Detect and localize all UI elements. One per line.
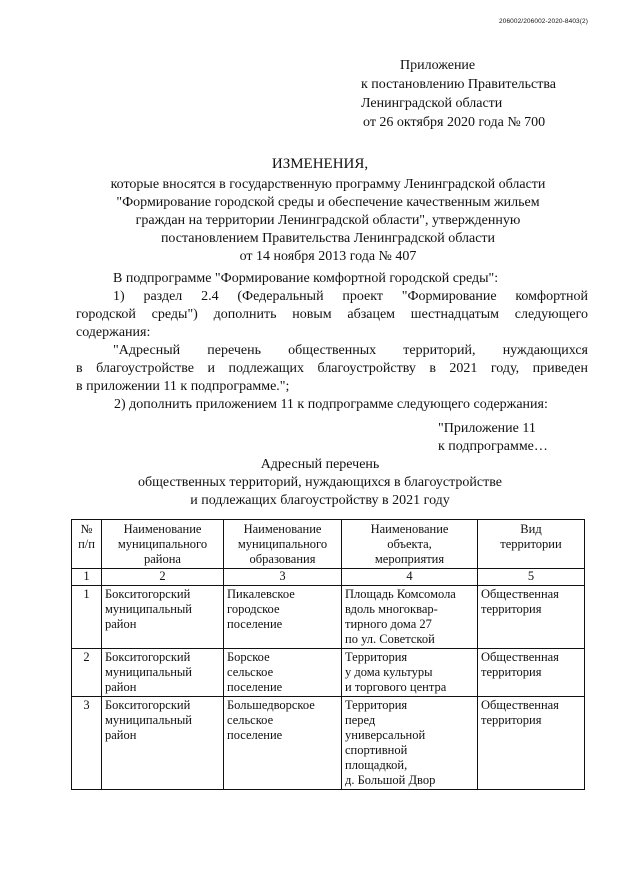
subtitle-line: постановлением Правительства Ленинградской области [160,231,496,246]
municipality-cell [224,697,342,790]
cell-text: городское [227,602,280,616]
cell-text: территория [481,602,542,616]
column-number: 5 [478,569,585,586]
cell-text: Общественная [481,698,559,712]
type-cell [478,697,585,790]
type-cell [478,586,585,649]
cell-text: район [105,617,137,631]
subtitle-line: от 14 ноября 2013 года № 407 [239,249,417,264]
cell-text: Общественная [481,650,559,664]
quote-line: "Адресный перечень общественных территорий, нуждающихся [113,343,588,358]
cell-text: сельское [227,665,274,679]
cell-text: и торгового центра [345,680,447,694]
cell-text: поселение [227,728,283,742]
appendix-line: от 26 октября 2020 года № 700 [363,115,546,130]
cell-text: Большедворское [227,698,315,712]
object-cell [342,649,478,697]
district-cell [102,697,224,790]
row-number: 1 [72,586,102,649]
header-district [102,520,224,569]
list-title-line: Адресный перечень [260,457,380,472]
cell-text: д. Большой Двор [345,773,436,787]
item2-paragraph: 2) дополнить приложением 11 к подпрограмме следующего содержания: [114,397,548,412]
header-text: Наименование [123,522,202,536]
cell-text: муниципальный [105,665,192,679]
cell-text: поселение [227,617,283,631]
table-header-row [72,520,585,569]
appendix11-line: к подпрограмме… [438,439,548,454]
table-row [72,649,585,697]
cell-text: сельское [227,713,274,727]
cell-text: тирного дома 27 [345,617,432,631]
subtitle-line: которые вносятся в государственную программу Ленинградской области [110,177,546,192]
appendix11-line: "Приложение 11 [438,421,536,436]
cell-text: у дома культуры [345,665,433,679]
quote-line: в благоустройстве и подлежащих благоустройству в 2021 году, приведен [76,361,588,376]
district-cell [102,649,224,697]
intro-paragraph: В подпрограмме "Формирование комфортной городской среды": [113,271,499,286]
column-number: 4 [342,569,478,586]
row-number: 2 [72,649,102,697]
column-number: 1 [72,569,102,586]
cell-text: район [105,680,137,694]
cell-text: Общественная [481,587,559,601]
cell-text: спортивной [345,743,408,757]
header-text: № [80,522,93,536]
header-text: района [144,552,181,566]
header-text: мероприятия [374,552,445,566]
cell-text: по ул. Советской [345,632,435,646]
municipality-cell [224,586,342,649]
appendix-line: Ленинградской области [361,96,503,111]
object-cell [342,697,478,790]
cell-text: район [105,728,137,742]
table-row [72,586,585,649]
cell-text: Пикалевское [227,587,295,601]
subtitle-line: "Формирование городской среды и обеспечение качественным жильем [116,195,540,210]
header-municipality [224,520,342,569]
cell-text: площадкой, [345,758,408,772]
cell-text: муниципальный [105,602,192,616]
list-title-line: и подлежащих благоустройству в 2021 году [190,493,450,508]
header-text: Наименование [370,522,449,536]
header-text: Наименование [243,522,322,536]
document-title: ИЗМЕНЕНИЯ, [271,156,369,172]
cell-text: универсальной [345,728,426,742]
cell-text: Бокситогорский [105,698,191,712]
list-title-line: общественных территорий, нуждающихся в благоустройстве [138,475,502,490]
type-cell [478,649,585,697]
appendix-header [360,56,556,132]
header-text: территории [500,537,562,551]
document-subtitle [60,176,596,266]
cell-text: поселение [227,680,283,694]
district-cell [102,586,224,649]
header-text: муниципального [117,537,208,551]
list-title [0,456,640,510]
cell-text: территория [481,665,542,679]
table-row [72,697,585,790]
column-number-row [72,569,585,586]
document-body [76,270,588,414]
appendix-line: к постановлению Правительства [361,77,557,92]
header-type [478,520,585,569]
cell-text: Борское [227,650,270,664]
subtitle-line: граждан на территории Ленинградской области", утвержденную [135,213,521,228]
column-number: 3 [224,569,342,586]
header-text: Вид [520,522,542,536]
cell-text: территория [481,713,542,727]
appendix-line: Приложение [400,58,476,73]
municipality-cell [224,649,342,697]
object-cell [342,586,478,649]
header-text: п/п [78,537,95,551]
item1-line: содержания: [76,325,151,340]
appendix11-header [438,420,548,456]
document-id: 206002/206002-2020-8403(2) [499,18,588,25]
cell-text: перед [345,713,376,727]
cell-text: Бокситогорский [105,587,191,601]
column-number: 2 [102,569,224,586]
cell-text: Площадь Комсомола [345,587,456,601]
quote-line: в приложении 11 к подпрограмме."; [76,379,290,394]
cell-text: муниципальный [105,713,192,727]
header-number [72,520,102,569]
cell-text: вдоль многоквар- [345,602,438,616]
item1-line: городской среды") дополнить новым абзацем шестнадцатым следующего [76,307,588,322]
cell-text: Территория [345,650,408,664]
header-object [342,520,478,569]
header-text: муниципального [237,537,328,551]
cell-text: Бокситогорский [105,650,191,664]
item1-line: 1) раздел 2.4 (Федеральный проект "Формирование комфортной [113,289,588,304]
cell-text: Территория [345,698,408,712]
row-number: 3 [72,697,102,790]
header-text: объекта, [387,537,432,551]
header-text: образования [249,552,316,566]
territories-table [71,519,585,790]
